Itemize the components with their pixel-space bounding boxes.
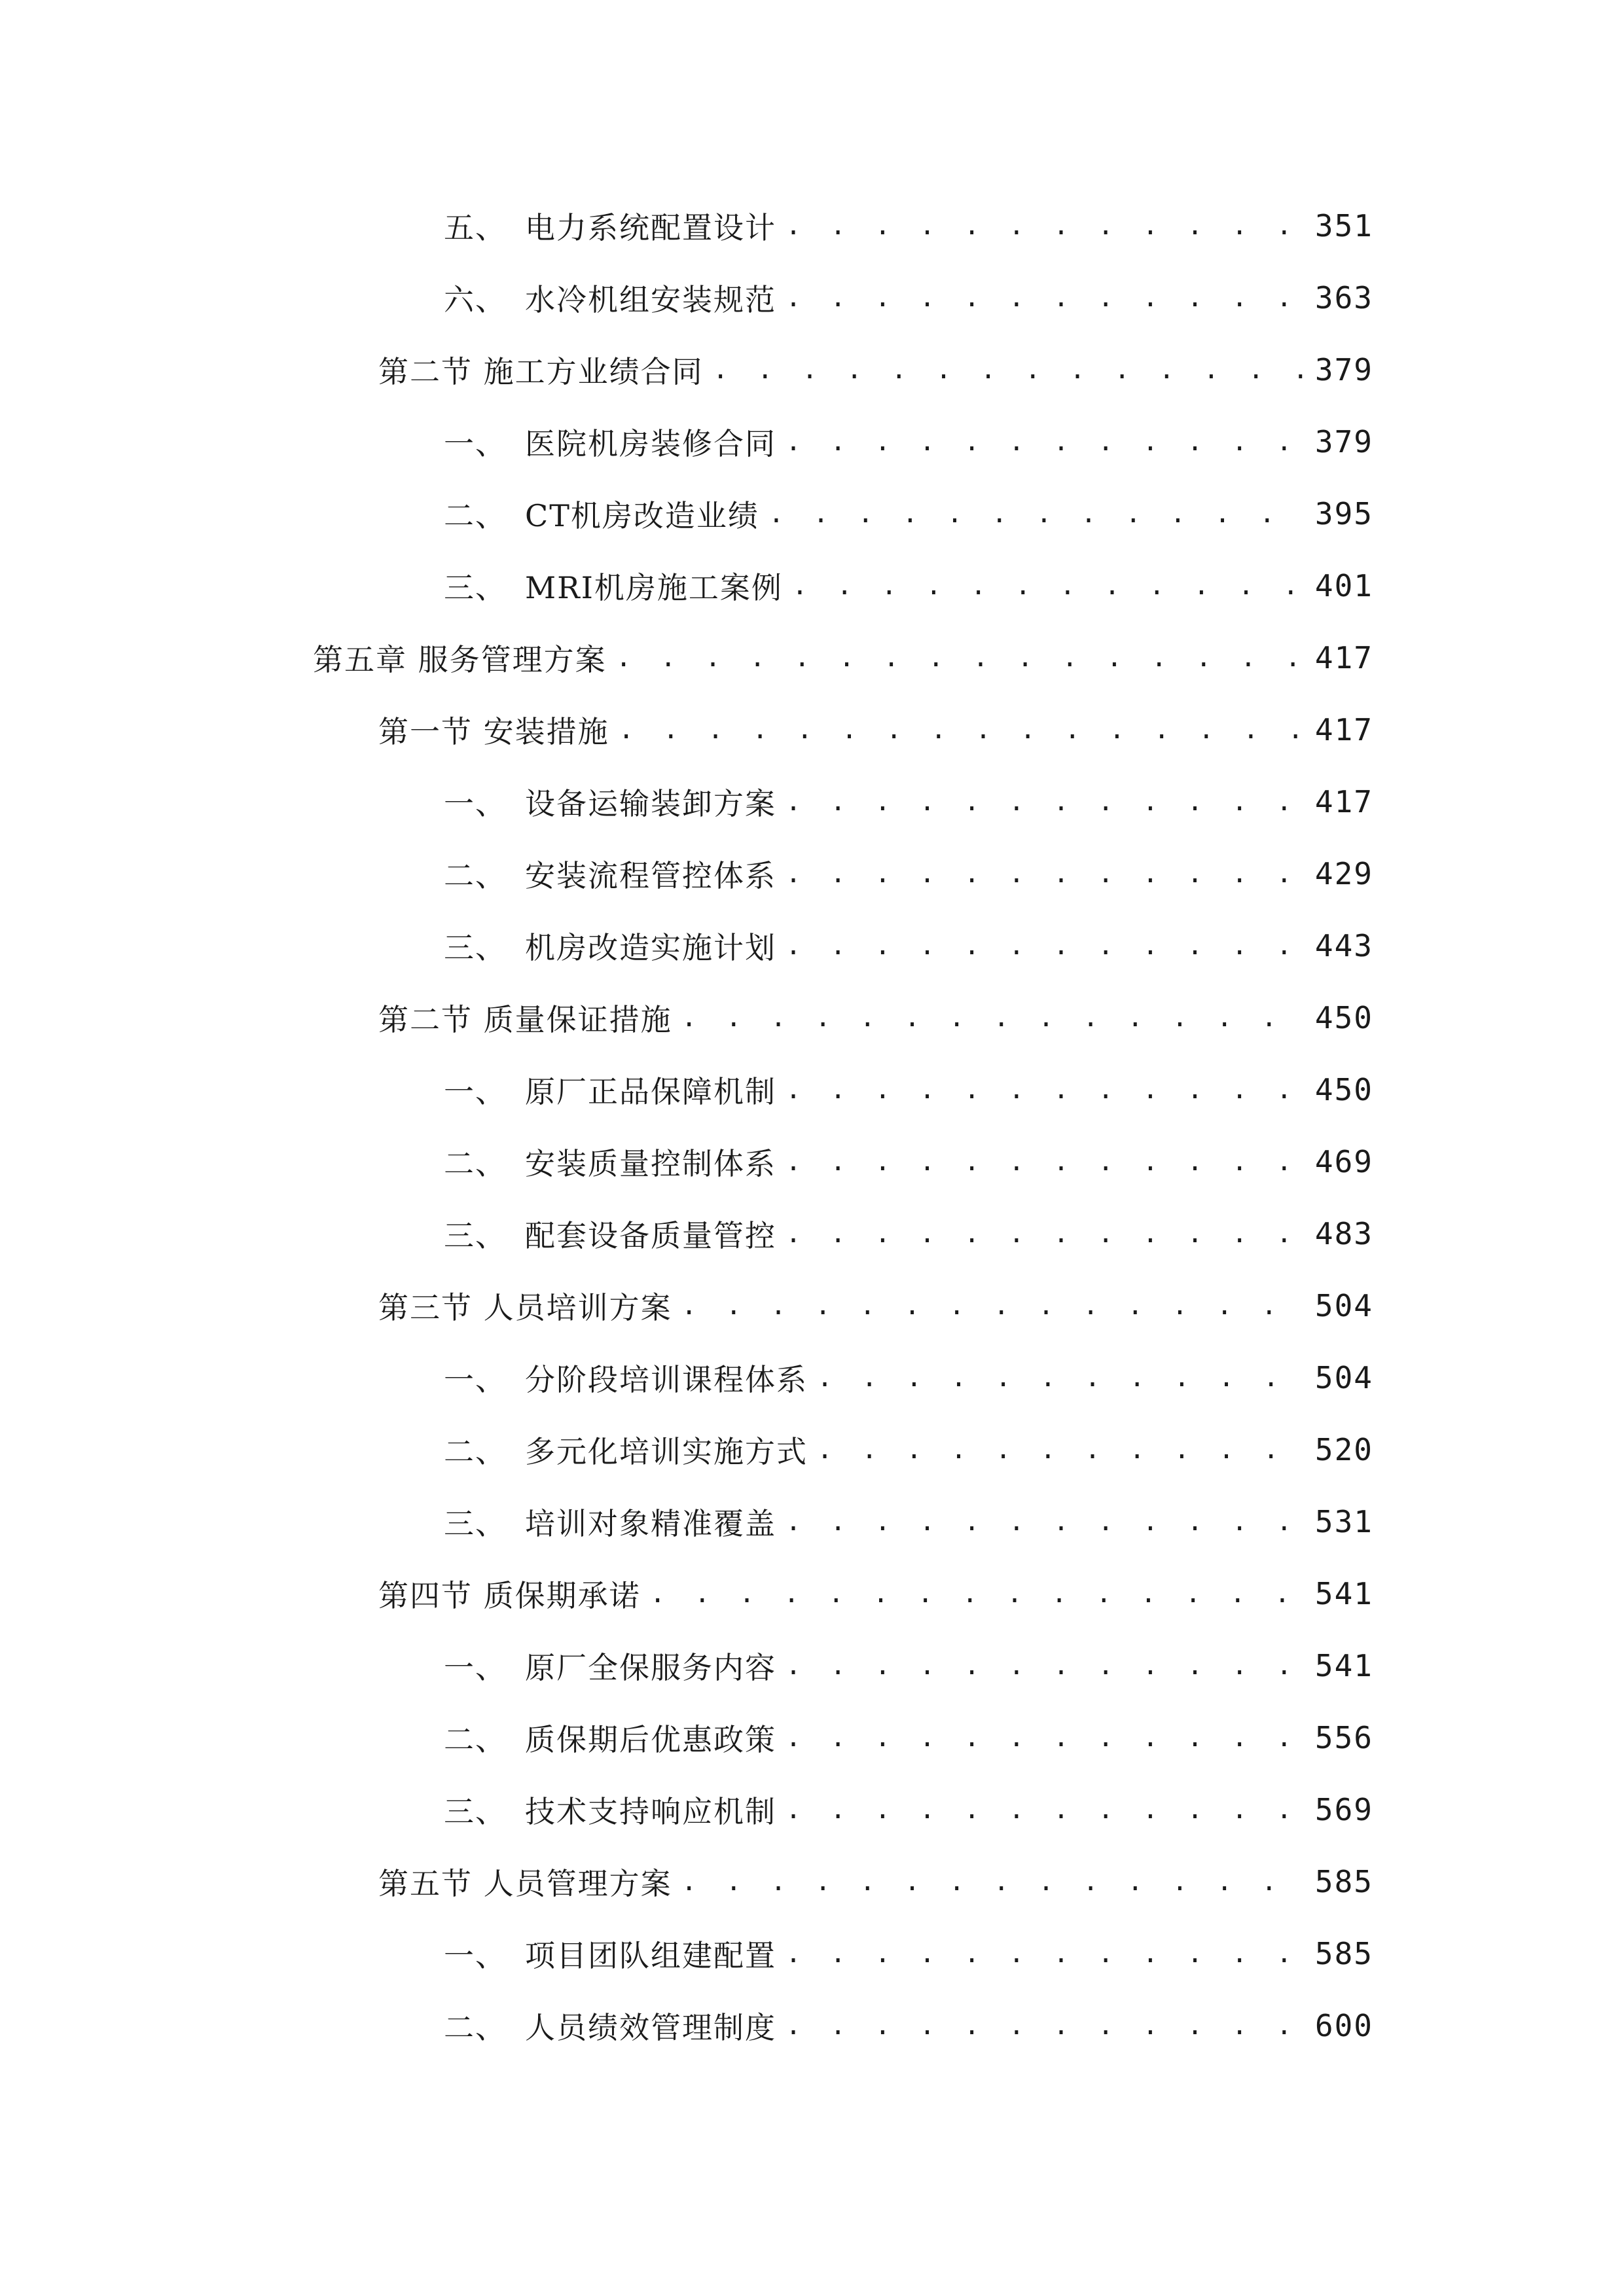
toc-entry-title [444, 1500, 776, 1543]
toc-entry-number: 三、 [444, 1794, 507, 1829]
toc-dot-leader [785, 1723, 1305, 1753]
toc-page-number: 379 [1314, 424, 1373, 459]
toc-entry[interactable] [0, 1774, 1624, 1846]
toc-entry-text: 技术支持响应机制 [525, 1794, 776, 1829]
toc-dot-leader [785, 859, 1305, 889]
toc-page-number: 569 [1314, 1792, 1373, 1827]
toc-dot-leader [785, 1075, 1305, 1105]
toc-entry-title [444, 1932, 776, 1975]
toc-dot-leader [619, 715, 1305, 745]
toc-entry-text: 设备运输装卸方案 [525, 786, 776, 821]
toc-entry-number: 二、 [444, 858, 507, 893]
toc-page-number: 379 [1314, 352, 1373, 387]
toc-entry-number: 一、 [444, 1362, 507, 1397]
toc-entry-title [444, 1716, 776, 1759]
toc-entry[interactable] [0, 262, 1624, 334]
toc-entry[interactable] [0, 190, 1624, 262]
toc-entry[interactable] [0, 1702, 1624, 1774]
toc-entry-text: CT机房改造业绩 [525, 498, 759, 533]
toc-entry-text: 水冷机组安装规范 [525, 282, 776, 317]
toc-entry[interactable] [0, 1630, 1624, 1702]
toc-entry-title [444, 276, 776, 319]
toc-entry-text: 质保期后优惠政策 [525, 1722, 776, 1757]
toc-dot-leader [681, 1291, 1305, 1321]
toc-entry-text: 医院机房装修合同 [525, 426, 776, 461]
toc-dot-leader [785, 1219, 1305, 1249]
toc-page-number: 483 [1314, 1216, 1373, 1251]
toc-page-number: 429 [1314, 856, 1373, 891]
toc-page-number: 450 [1314, 1000, 1373, 1035]
toc-entry-number: 一、 [444, 1074, 507, 1109]
toc-entry-text: 培训对象精准覆盖 [525, 1506, 776, 1541]
toc-dot-leader [681, 1867, 1305, 1897]
toc-entry-title [444, 2004, 776, 2047]
toc-page-number: 401 [1314, 568, 1373, 603]
toc-entry[interactable] [0, 622, 1624, 694]
toc-entry[interactable] [0, 1990, 1624, 2062]
toc-dot-leader [785, 1939, 1305, 1969]
toc-dot-leader [785, 931, 1305, 961]
toc-entry-text: 机房改造实施计划 [525, 930, 776, 965]
toc-entry-title [444, 852, 776, 895]
toc-dot-leader [785, 283, 1305, 313]
toc-entry[interactable] [0, 478, 1624, 550]
toc-dot-leader [713, 355, 1305, 385]
toc-page-number: 504 [1314, 1360, 1373, 1395]
toc-entry-text: 原厂全保服务内容 [525, 1650, 776, 1685]
toc-page-number: 531 [1314, 1504, 1373, 1539]
toc-page-number: 585 [1314, 1936, 1373, 1971]
toc-dot-leader [785, 1651, 1305, 1681]
toc-entry-title [378, 708, 609, 751]
toc-page-number: 556 [1314, 1720, 1373, 1755]
toc-dot-leader [616, 643, 1305, 673]
toc-entry-number: 二、 [444, 1146, 507, 1181]
toc-entry[interactable] [0, 982, 1624, 1054]
toc-entry-number: 二、 [444, 2010, 507, 2045]
toc-dot-leader [650, 1579, 1305, 1609]
toc-entry-text: 第二节 施工方业绩合同 [378, 354, 704, 389]
toc-dot-leader [768, 499, 1305, 529]
toc-entry-text: 多元化培训实施方式 [525, 1434, 808, 1469]
toc-entry-title [444, 1356, 808, 1399]
toc-entry[interactable] [0, 550, 1624, 622]
toc-dot-leader [817, 1435, 1305, 1465]
toc-dot-leader [817, 1363, 1305, 1393]
table-of-contents [0, 190, 1624, 2062]
toc-entry[interactable] [0, 1486, 1624, 1558]
toc-entry[interactable] [0, 406, 1624, 478]
toc-entry-number: 一、 [444, 1650, 507, 1685]
toc-entry-text: 配套设备质量管控 [525, 1218, 776, 1253]
toc-page-number: 585 [1314, 1864, 1373, 1899]
toc-dot-leader [785, 787, 1305, 817]
toc-entry-title [444, 1140, 776, 1183]
toc-entry[interactable] [0, 1558, 1624, 1630]
toc-entry-number: 一、 [444, 1938, 507, 1973]
toc-page-number: 520 [1314, 1432, 1373, 1467]
toc-entry-text: 第三节 人员培训方案 [378, 1290, 672, 1325]
toc-entry[interactable] [0, 334, 1624, 406]
toc-entry-number: 一、 [444, 426, 507, 461]
toc-page-number: 600 [1314, 2008, 1373, 2043]
toc-dot-leader [785, 1795, 1305, 1825]
toc-entry[interactable] [0, 1414, 1624, 1486]
toc-entry-number: 二、 [444, 1434, 507, 1469]
toc-entry-number: 二、 [444, 1722, 507, 1757]
toc-entry-title [444, 564, 783, 607]
toc-dot-leader [785, 1507, 1305, 1537]
toc-entry-text: 项目团队组建配置 [525, 1938, 776, 1973]
toc-entry[interactable] [0, 1342, 1624, 1414]
toc-entry-text: 第二节 质量保证措施 [378, 1002, 672, 1037]
toc-entry-number: 二、 [444, 498, 507, 533]
toc-entry-title [444, 1644, 776, 1687]
toc-entry-number: 五、 [444, 210, 507, 245]
toc-page-number: 417 [1314, 784, 1373, 819]
toc-entry-text: 安装流程管控体系 [525, 858, 776, 893]
toc-entry[interactable] [0, 1918, 1624, 1990]
toc-page-number: 417 [1314, 712, 1373, 747]
toc-entry-text: 第五节 人员管理方案 [378, 1866, 672, 1901]
toc-page-number: 504 [1314, 1288, 1373, 1323]
toc-page-number: 363 [1314, 280, 1373, 315]
toc-entry[interactable] [0, 1126, 1624, 1198]
toc-entry-text: 第五章 服务管理方案 [313, 642, 607, 677]
toc-entry-text: MRI机房施工案例 [525, 570, 783, 605]
toc-page-number: 450 [1314, 1072, 1373, 1107]
toc-entry-title [444, 1428, 808, 1471]
toc-entry-title [444, 1068, 776, 1111]
toc-entry-number: 三、 [444, 570, 507, 605]
toc-entry-title [444, 1788, 776, 1831]
toc-entry-text: 分阶段培训课程体系 [525, 1362, 808, 1397]
toc-entry-title [378, 1572, 641, 1615]
toc-entry[interactable] [0, 910, 1624, 982]
toc-entry-number: 三、 [444, 1506, 507, 1541]
toc-page-number: 541 [1314, 1648, 1373, 1683]
toc-entry-text: 第四节 质保期承诺 [378, 1578, 641, 1613]
toc-entry-title [313, 636, 607, 679]
toc-page-number: 395 [1314, 496, 1373, 531]
toc-entry-text: 电力系统配置设计 [525, 210, 776, 245]
toc-page-number: 469 [1314, 1144, 1373, 1179]
toc-entry-title [444, 1212, 776, 1255]
toc-entry[interactable] [0, 766, 1624, 838]
toc-entry-title [378, 1284, 672, 1327]
toc-dot-leader [792, 571, 1305, 601]
toc-page-number: 541 [1314, 1576, 1373, 1611]
toc-dot-leader [785, 1147, 1305, 1177]
toc-dot-leader [681, 1003, 1305, 1033]
toc-page-number: 351 [1314, 208, 1373, 243]
toc-entry-title [444, 780, 776, 823]
toc-dot-leader [785, 211, 1305, 241]
toc-entry-text: 人员绩效管理制度 [525, 2010, 776, 2045]
toc-entry-title [378, 1860, 672, 1903]
toc-entry-title [444, 492, 759, 535]
toc-entry[interactable] [0, 1054, 1624, 1126]
toc-entry-title [378, 348, 704, 391]
toc-entry[interactable] [0, 694, 1624, 766]
toc-page-number: 443 [1314, 928, 1373, 963]
toc-entry-number: 三、 [444, 1218, 507, 1253]
toc-dot-leader [785, 2011, 1305, 2041]
toc-page-number: 417 [1314, 640, 1373, 675]
toc-entry-text: 安装质量控制体系 [525, 1146, 776, 1181]
toc-entry-title [444, 420, 776, 463]
toc-entry-title [444, 924, 776, 967]
toc-entry[interactable] [0, 1198, 1624, 1270]
toc-entry-number: 六、 [444, 282, 507, 317]
toc-entry[interactable] [0, 1270, 1624, 1342]
toc-entry[interactable] [0, 838, 1624, 910]
toc-entry-number: 三、 [444, 930, 507, 965]
toc-entry[interactable] [0, 1846, 1624, 1918]
toc-entry-title [444, 204, 776, 247]
toc-entry-text: 原厂正品保障机制 [525, 1074, 776, 1109]
toc-entry-text: 第一节 安装措施 [378, 714, 609, 749]
toc-entry-number: 一、 [444, 786, 507, 821]
toc-entry-title [378, 996, 672, 1039]
toc-dot-leader [785, 427, 1305, 457]
